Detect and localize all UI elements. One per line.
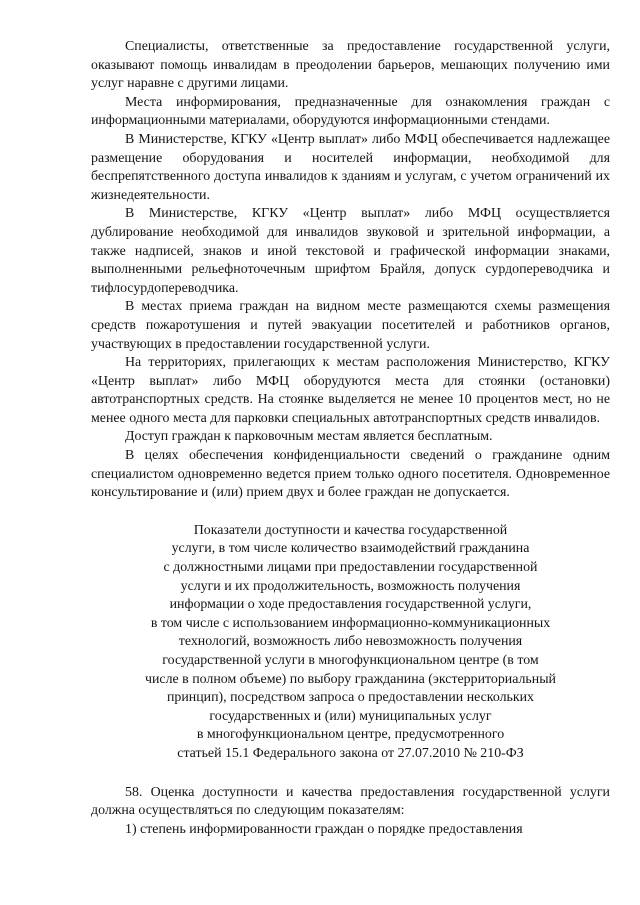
paragraph-58-assessment: 58. Оценка доступности и качества предоставления государственной услуги должна осуществляться по следующим показателям:	[91, 784, 610, 819]
paragraph-info-stands: Места информирования, предназначенные для ознакомления граждан с информационными материалами, оборудуются информационными стендами.	[91, 94, 610, 129]
heading-line: государственной услуги в многофункциональном центре (в том	[162, 653, 539, 668]
heading-line: числе в полном объеме) по выбору гражданина (экстерриториальный	[145, 671, 556, 687]
heading-line: информации о ходе предоставления государственной услуги,	[169, 597, 532, 613]
paragraph-free-parking: Доступ граждан к парковочным местам является бесплатным.	[125, 429, 493, 445]
paragraph-equipment-placement: В Министерстве, КГКУ «Центр выплат» либо МФЦ обеспечивается надлежащее размещение оборудования и носителей информации, необходимой для беспрепятственного доступа инвалидов к зданиям и услугам, с учетом ограничений их жизнедеятельности.	[91, 131, 610, 203]
paragraph-confidentiality: В целях обеспечения конфиденциальности сведений о гражданине одним специалистом одновременно ведется прием только одного посетителя. Одновременное консультирование и (или) прием двух и более граждан не допускается.	[91, 448, 610, 501]
section-heading	[91, 522, 610, 764]
paragraph-58-item-1: 1) степень информированности граждан о порядке предоставления	[125, 821, 523, 837]
section-spacer	[91, 503, 610, 522]
section-spacer	[91, 764, 610, 784]
heading-line: Показатели доступности и качества государственной	[193, 522, 508, 538]
heading-line: статьей 15.1 Федерального закона от 27.07.2010 № 210-ФЗ	[177, 745, 524, 761]
paragraph-evacuation-schemes: В местах приема граждан на видном месте размещаются схемы размещения средств пожаротушения и путей эвакуации посетителей и работников органов, участвующих в предоставлении государственной услуги.	[91, 299, 610, 352]
heading-line: в том числе с использованием информационно-коммуникационных	[150, 615, 551, 631]
heading-line: государственных и (или) муниципальных услуг	[209, 708, 492, 724]
heading-line: услуги и их продолжительность, возможность получения	[180, 578, 521, 594]
paragraph-parking: На территориях, прилегающих к местам расположения Министерство, КГКУ «Центр выплат» либо МФЦ оборудуются места для стоянки (остановки) автотранспортных средств. На стоянке выделяется не менее 10 процентов мест, но не менее одного места для парковки специальных автотранспортных средств инвалидов.	[91, 355, 610, 426]
paragraph-assistance: Специалисты, ответственные за предоставление государственной услуги, оказывают помощь инвалидам в преодолении барьеров, мешающих получению ими услуг наравне с другими лицами.	[91, 39, 610, 92]
heading-line: технологий, возможность либо невозможность получения	[178, 634, 523, 650]
heading-line: в многофункциональном центре, предусмотренного	[196, 727, 505, 743]
heading-line: услуги, в том числе количество взаимодействий гражданина	[171, 541, 530, 557]
document-page	[91, 38, 610, 839]
heading-line: принцип), посредством запроса о предоставлении нескольких	[166, 690, 535, 706]
paragraph-braille-duplication: В Министерстве, КГКУ «Центр выплат» либо МФЦ осуществляется дублирование необходимой для инвалидов звуковой и зрительной информации, а также надписей, знаков и иной текстовой и графической информации знаками, выполненными рельефноточечным шрифтом Брайля, допуск сурдопереводчика и тифлосурдопереводчика.	[91, 206, 610, 296]
heading-line: с должностными лицами при предоставлении государственной	[163, 560, 538, 576]
